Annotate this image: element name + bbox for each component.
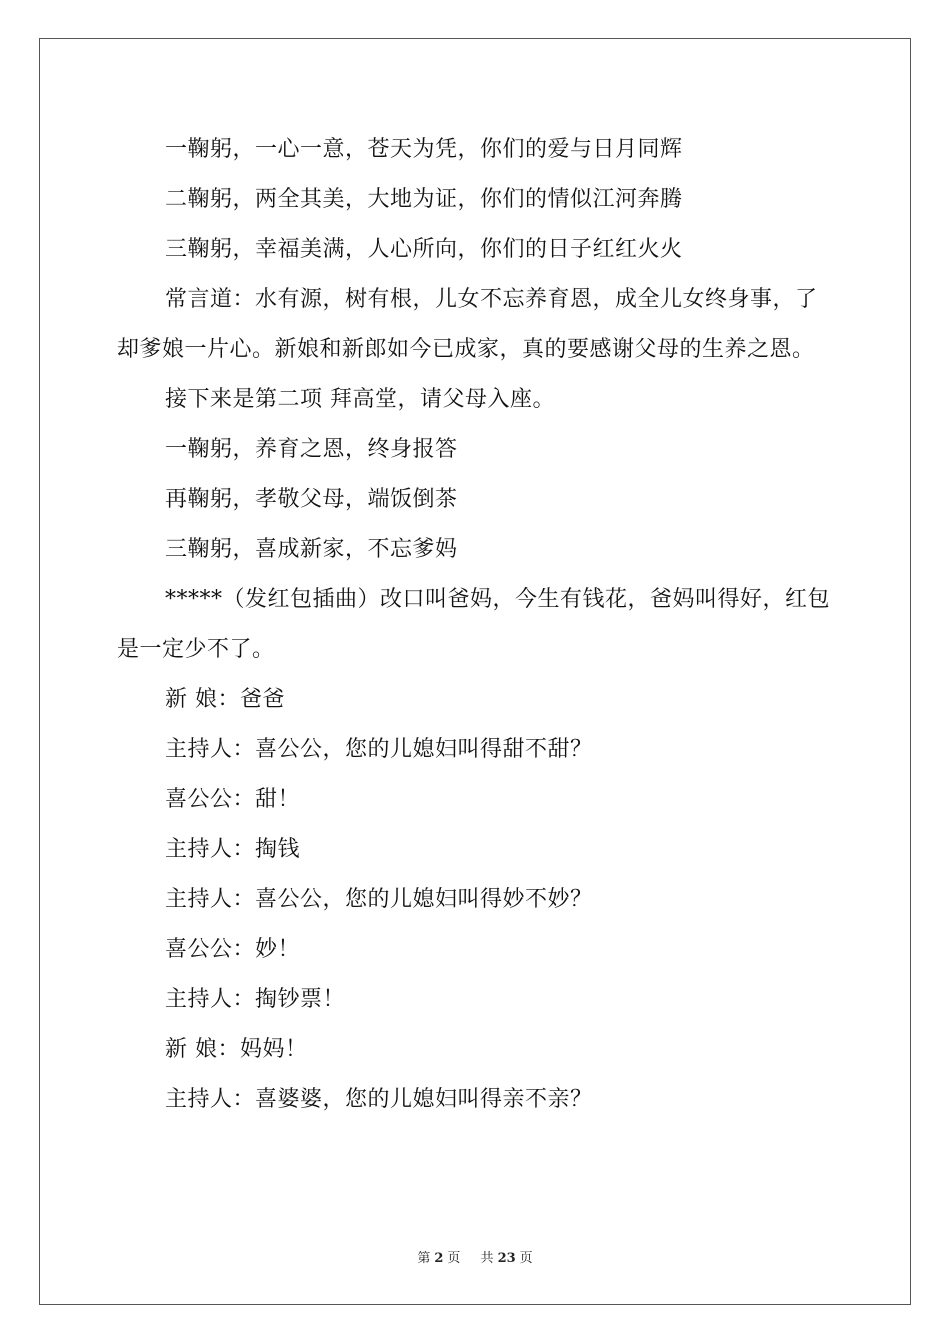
total-prefix: 共 <box>480 1251 494 1266</box>
paragraph: 三鞠躬，幸福美满，人心所向，你们的日子红红火火 <box>165 237 683 262</box>
page-indicator <box>413 1251 464 1266</box>
paragraph: 新 娘：爸爸 <box>165 687 285 712</box>
page-footer <box>0 1247 950 1266</box>
paragraph: 主持人：喜婆婆，您的儿媳妇叫得亲不亲？ <box>165 1087 593 1112</box>
page-prefix: 第 <box>417 1251 431 1266</box>
paragraph: 三鞠躬，喜成新家，不忘爹妈 <box>165 537 458 562</box>
paragraph: 一鞠躬，养育之恩，终身报答 <box>165 437 458 462</box>
document-body <box>117 125 835 1125</box>
paragraph: 主持人：喜公公，您的儿媳妇叫得甜不甜？ <box>165 737 593 762</box>
paragraph: 接下来是第二项 拜高堂，请父母入座。 <box>165 387 555 412</box>
paragraph: 喜公公：妙！ <box>165 937 301 962</box>
paragraph: 再鞠躬，孝敬父母，端饭倒茶 <box>165 487 458 512</box>
paragraph: *****（发红包插曲）改口叫爸妈，今生有钱花，爸妈叫得好，红包是一定少不了。 <box>117 587 831 662</box>
paragraph: 二鞠躬，两全其美，大地为证，你们的情似江河奔腾 <box>165 187 683 212</box>
paragraph: 主持人：掏钞票！ <box>165 987 346 1012</box>
paragraph: 主持人：喜公公，您的儿媳妇叫得妙不妙？ <box>165 887 593 912</box>
paragraph: 主持人：掏钱 <box>165 837 301 862</box>
paragraph: 一鞠躬，一心一意，苍天为凭，你们的爱与日月同辉 <box>165 137 683 162</box>
total-pages: 23 <box>497 1251 516 1266</box>
paragraph: 新 娘：妈妈！ <box>165 1037 308 1062</box>
total-indicator <box>477 1251 537 1266</box>
paragraph: 喜公公：甜！ <box>165 787 301 812</box>
total-suffix: 页 <box>519 1251 533 1266</box>
paragraph: 常言道：水有源，树有根，儿女不忘养育恩，成全儿女终身事，了却爹娘一片心。新娘和新郎如今已成家，真的要感谢父母的生养之恩。 <box>117 287 818 362</box>
page-suffix: 页 <box>447 1251 461 1266</box>
page-number: 2 <box>434 1251 444 1266</box>
